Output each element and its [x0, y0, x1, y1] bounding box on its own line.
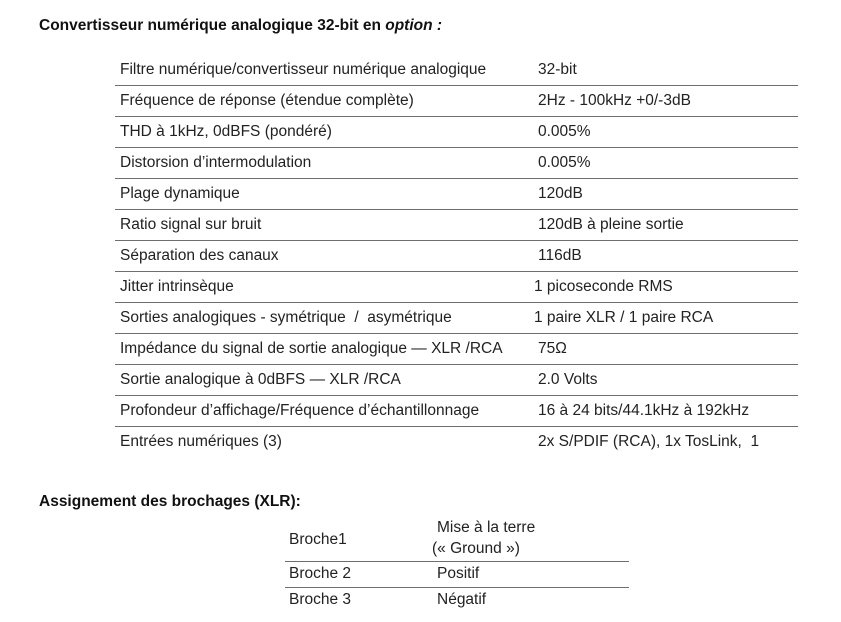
spec-value: 32-bit: [538, 61, 577, 78]
spec-label: Distorsion d’intermodulation: [120, 154, 312, 171]
spec-value: 0.005%: [538, 123, 591, 140]
spec-label: Plage dynamique: [120, 185, 240, 202]
spec-label: THD à 1kHz, 0dBFS (pondéré): [120, 123, 332, 140]
spec-row: [115, 55, 798, 86]
pin-label: Broche1: [289, 531, 347, 548]
spec-value: 16 à 24 bits/44.1kHz à 192kHz: [538, 402, 750, 419]
spec-row: [115, 179, 798, 210]
spec-value: 2.0 Volts: [538, 371, 598, 388]
spec-value: 0.005%: [538, 154, 591, 171]
spec-value: 1 paire XLR / 1 paire RCA: [534, 309, 714, 326]
spec-row: [115, 241, 798, 272]
pin-value: Mise à la terre: [437, 519, 536, 536]
section-title-dac: [39, 17, 442, 35]
spec-label: Filtre numérique/convertisseur numérique analogique: [120, 61, 487, 78]
spec-value: 120dB à pleine sortie: [538, 216, 684, 233]
spec-row: [115, 303, 798, 334]
spec-row: [115, 148, 798, 179]
spec-row: [115, 210, 798, 241]
spec-label: Sortie analogique à 0dBFS — XLR /RCA: [120, 371, 401, 388]
spec-value: 116dB: [538, 247, 582, 264]
spec-row: [115, 334, 798, 365]
spec-label: Séparation des canaux: [120, 247, 279, 264]
pin-table: [285, 516, 629, 614]
spec-row: [115, 86, 798, 117]
pin-label: Broche 3: [289, 591, 352, 608]
spec-row: [115, 117, 798, 148]
spec-label: Sorties analogiques - symétrique / asymétrique: [120, 309, 452, 326]
spec-value: 75Ω: [538, 340, 567, 357]
section-title-dac-italic: option :: [385, 17, 443, 34]
spec-row: [115, 272, 798, 303]
pin-row: [285, 516, 629, 562]
pin-row: [285, 588, 629, 614]
pin-row: [285, 562, 629, 588]
spec-value: 2x S/PDIF (RCA), 1x TosLink, 1: [538, 433, 760, 450]
pin-value: Positif: [437, 565, 480, 582]
spec-label: Jitter intrinsèque: [120, 278, 234, 295]
spec-row: [115, 396, 798, 427]
spec-label: Impédance du signal de sortie analogique — XLR /RCA: [120, 340, 503, 357]
section-title-pinout: Assignement des brochages (XLR):: [39, 493, 301, 510]
spec-value: 1 picoseconde RMS: [534, 278, 673, 295]
pin-label: Broche 2: [289, 565, 352, 582]
spec-label: Fréquence de réponse (étendue complète): [120, 92, 414, 109]
spec-row: [115, 365, 798, 396]
spec-row: [115, 427, 798, 458]
spec-label: Entrées numériques (3): [120, 433, 282, 450]
section-title-dac-main: Convertisseur numérique analogique 32-bit en: [39, 17, 386, 34]
spec-table: [115, 55, 798, 458]
spec-label: Ratio signal sur bruit: [120, 216, 262, 233]
pin-value: Négatif: [437, 591, 487, 608]
spec-value: 120dB: [538, 185, 583, 202]
spec-value: 2Hz - 100kHz +0/-3dB: [538, 92, 691, 109]
pin-value-note: (« Ground »): [432, 540, 520, 557]
spec-label: Profondeur d’affichage/Fréquence d’échantillonnage: [120, 402, 480, 419]
